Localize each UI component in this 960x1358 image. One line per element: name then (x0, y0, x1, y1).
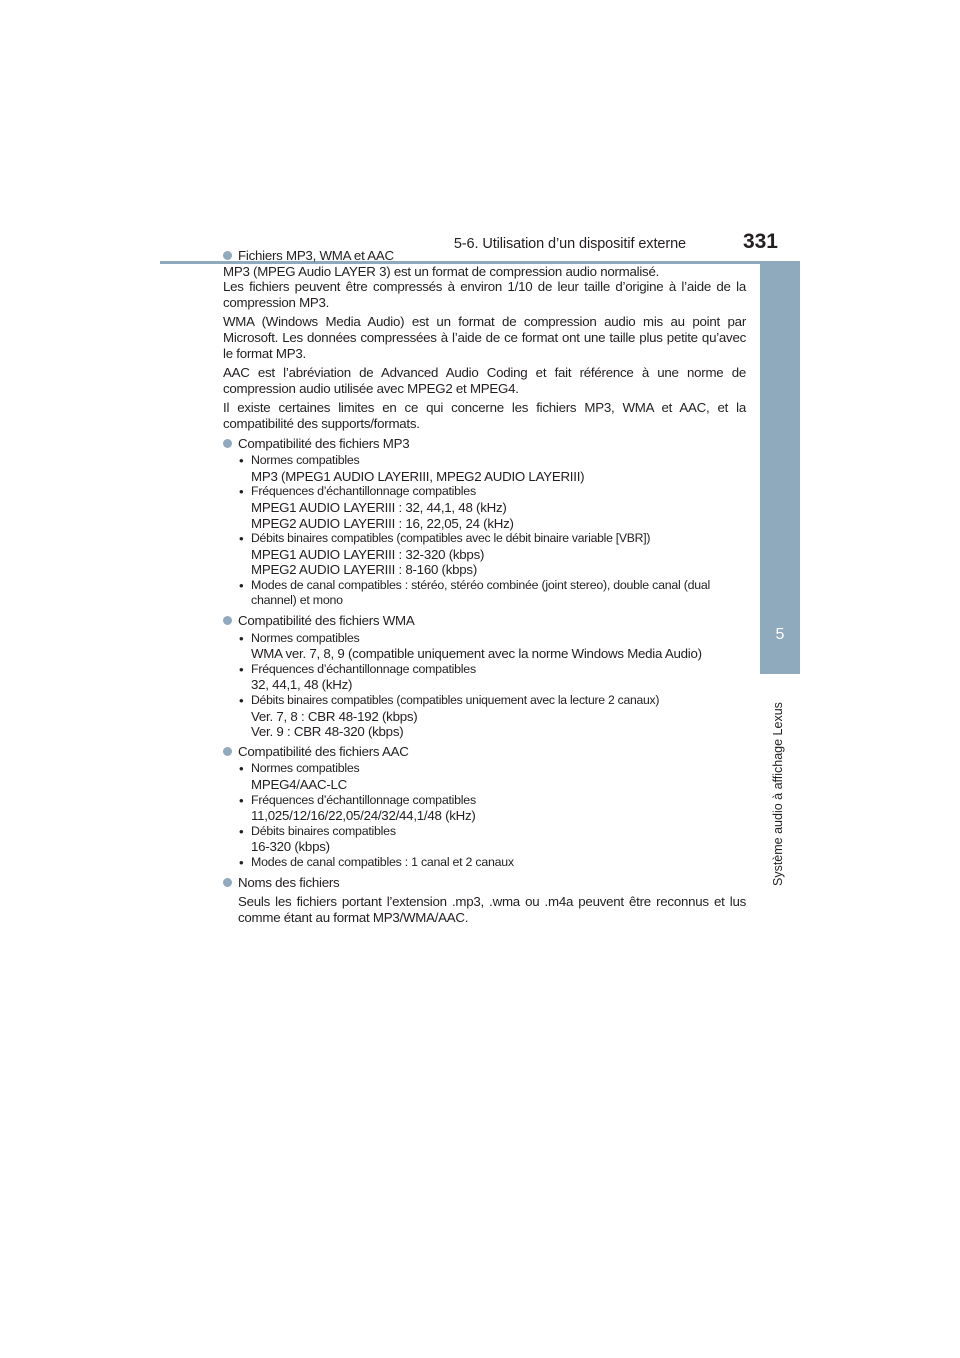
paragraph-wma: WMA (Windows Media Audio) est un format de compression audio mis au point par Microsoft. Les données compressées à l’aide de ce format ont une taille plus petite qu’avec le format MP3. (223, 314, 746, 361)
list-bullet: • (239, 453, 244, 469)
paragraph-mp3: MP3 (MPEG Audio LAYER 3) est un format de compression audio normalisé. (223, 263, 660, 279)
list-item (237, 531, 746, 578)
list-bullet: • (239, 661, 244, 677)
list-bullet: • (239, 630, 244, 646)
spec-label: Normes compatibles (251, 761, 360, 776)
spec-value: Ver. 7, 8 : CBR 48-192 (kbps) (251, 708, 418, 724)
spec-label: Modes de canal compatibles : stéréo, stéréo combinée (joint stereo), double canal (dual channel) et mono (251, 577, 710, 608)
spec-label: Débits binaires compatibles (251, 823, 396, 838)
spec-label: Débits binaires compatibles (compatibles uniquement avec la lecture 2 canaux) (251, 693, 660, 708)
spec-value: MPEG1 AUDIO LAYERIII : 32-320 (kbps) (251, 546, 485, 562)
spec-value: 16-320 (kbps) (251, 839, 330, 855)
paragraph-compression: Les fichiers peuvent être compressés à environ 1/10 de leur taille d’origine à l’aide de la compression MP3. (223, 279, 746, 310)
list-bullet: • (239, 531, 244, 547)
spec-value: 32, 44,1, 48 (kHz) (251, 677, 353, 693)
spec-value: WMA ver. 7, 8, 9 (compatible uniquement avec la norme Windows Media Audio) (251, 646, 702, 662)
list-item (237, 453, 746, 484)
paragraph-limits: Il existe certaines limites en ce qui concerne les fichiers MP3, WMA et AAC, et la compatibilité des supports/formats. (223, 400, 746, 431)
spec-label: Fréquences d’échantillonnage compatibles (251, 792, 476, 807)
wma-spec-list (237, 631, 746, 740)
heading-text: Compatibilité des fichiers MP3 (238, 435, 410, 451)
paragraph-filenames: Seuls les fichiers portant l’extension .mp3, .wma ou .m4a peuvent être reconnus et lus comme étant au format MP3/WMA/AAC. (238, 894, 746, 925)
aac-spec-list (237, 761, 746, 870)
heading-text: Noms des fichiers (238, 874, 340, 890)
circle-bullet-icon (223, 439, 232, 448)
list-item (237, 693, 746, 740)
list-item (237, 484, 746, 531)
list-item (237, 662, 746, 693)
chapter-tab (760, 264, 800, 674)
list-bullet: • (239, 484, 244, 500)
heading-text: Compatibilité des fichiers WMA (238, 613, 415, 629)
list-bullet: • (239, 577, 244, 593)
spec-value: MP3 (MPEG1 AUDIO LAYERIII, MPEG2 AUDIO LAYERIII) (251, 468, 585, 484)
spec-label: Fréquences d’échantillonnage compatibles (251, 661, 476, 676)
heading-text: Compatibilité des fichiers AAC (238, 743, 409, 759)
circle-bullet-icon (223, 616, 232, 625)
chapter-caption: Système audio à affichage Lexus (771, 702, 785, 886)
spec-label: Débits binaires compatibles (compatibles avec le débit binaire variable [VBR]) (251, 531, 651, 546)
spec-value: MPEG4/AAC-LC (251, 777, 348, 792)
list-bullet: • (239, 761, 244, 777)
spec-label: Modes de canal compatibles : 1 canal et 2 canaux (251, 854, 514, 869)
spec-label: Normes compatibles (251, 453, 360, 468)
spec-value: MPEG2 AUDIO LAYERIII : 16, 22,05, 24 (kHz) (251, 515, 514, 531)
section-heading-aac (223, 744, 746, 760)
paragraph-aac: AAC est l’abréviation de Advanced Audio Coding et fait référence à une norme de compression audio utilisée avec MPEG2 et MPEG4. (223, 365, 746, 396)
list-item (237, 631, 746, 662)
list-bullet: • (239, 823, 244, 839)
section-heading-filenames (223, 875, 746, 891)
page-body (223, 244, 746, 939)
spec-value: 11,025/12/16/22,05/24/32/44,1/48 (kHz) (251, 808, 476, 824)
list-item (237, 578, 746, 609)
circle-bullet-icon (223, 878, 232, 887)
section-title: 5-6. Utilisation d’un dispositif externe (453, 236, 686, 252)
heading-text: Fichiers MP3, WMA et AAC (238, 248, 394, 263)
chapter-number: 5 (775, 626, 785, 643)
page-number: 331 (742, 230, 778, 253)
spec-label: Normes compatibles (251, 630, 360, 645)
spec-value: Ver. 9 : CBR 48-320 (kbps) (251, 724, 404, 740)
circle-bullet-icon (223, 251, 232, 260)
list-item (237, 761, 746, 792)
list-bullet: • (239, 854, 244, 870)
list-bullet: • (239, 792, 244, 808)
section-heading-wma (223, 613, 746, 629)
mp3-spec-list (237, 453, 746, 609)
list-item (237, 855, 746, 871)
list-bullet: • (239, 693, 244, 709)
circle-bullet-icon (223, 747, 232, 756)
spec-value: MPEG2 AUDIO LAYERIII : 8-160 (kbps) (251, 562, 477, 578)
spec-value: MPEG1 AUDIO LAYERIII : 32, 44,1, 48 (kHz) (251, 499, 507, 515)
spec-label: Fréquences d’échantillonnage compatibles (251, 484, 476, 499)
list-item (237, 824, 746, 855)
section-heading-mp3 (223, 436, 746, 452)
section-heading-formats (223, 248, 746, 264)
list-item (237, 793, 746, 824)
